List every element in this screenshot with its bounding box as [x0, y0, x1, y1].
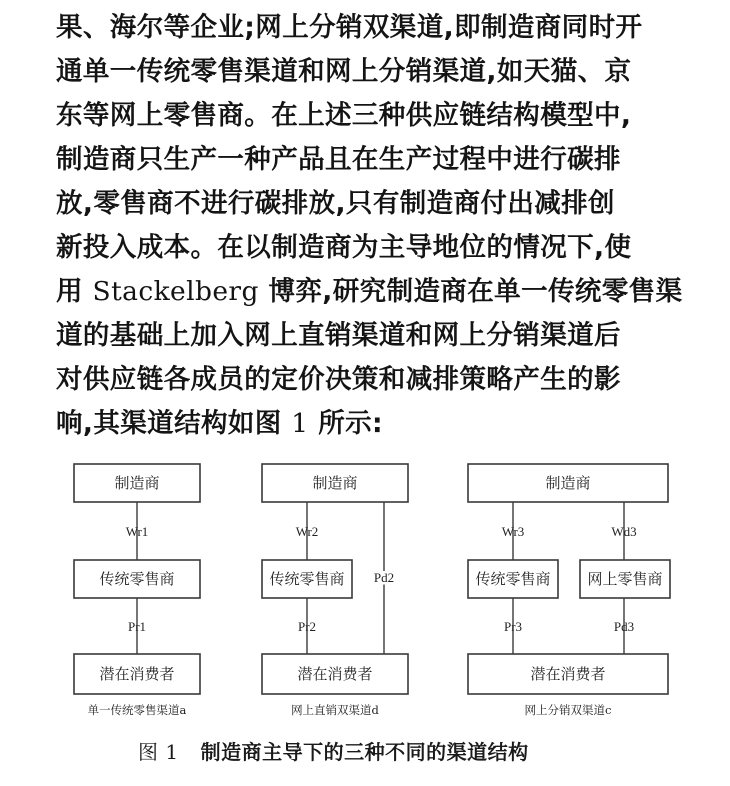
paragraph-line-6: 新投入成本。在以制造商为主导地位的情况下,使 — [56, 232, 632, 263]
paragraph-line-9: 对供应链各成员的定价决策和减排策略产生的影 — [56, 364, 621, 395]
panel-d-direct-label: Pd2 — [373, 570, 395, 585]
line-7-before: 用 — [56, 276, 93, 307]
panel-a-subcaption: 单一传统零售渠道a — [87, 703, 187, 717]
panel-online-direct-dual-channel — [262, 464, 408, 717]
panel-a-manufacturer-label: 制造商 — [114, 474, 160, 492]
panel-a-wholesale-label: Wr1 — [125, 524, 149, 539]
panel-online-distribution-dual-channel — [468, 464, 670, 717]
panel-c-price-online-label: Pd3 — [613, 619, 635, 634]
panel-a-price-label: Pr1 — [127, 619, 147, 634]
panel-c-subcaption: 网上分销双渠道c — [524, 703, 612, 717]
line-10-before: 响,其渠道结构如图 — [56, 408, 292, 439]
line-10-figure-number: 1 — [291, 408, 309, 439]
line-7-term: Stackelberg — [92, 276, 259, 307]
figure-caption — [138, 736, 529, 765]
channel-structure-figure — [0, 450, 730, 730]
paragraph-line-4: 制造商只生产一种产品且在生产过程中进行碳排 — [56, 144, 621, 175]
paragraph-line-3: 东等网上零售商。在上述三种供应链结构模型中, — [56, 100, 632, 131]
panel-c-wholesale-online-label: Wd3 — [611, 524, 637, 539]
paragraph-line-10 — [56, 402, 696, 446]
panel-c-online-retailer-label: 网上零售商 — [587, 570, 663, 588]
panel-a-retailer-label: 传统零售商 — [99, 570, 175, 588]
panel-d-price-label: Pr2 — [297, 619, 317, 634]
panel-c-wholesale-retail-label: Wr3 — [501, 524, 525, 539]
panel-c-price-retail-label: Pr3 — [503, 619, 523, 634]
panel-d-consumer-label: 潜在消费者 — [297, 665, 373, 683]
panel-d-retailer-label: 传统零售商 — [269, 570, 345, 588]
figure-caption-text: 制造商主导下的三种不同的渠道结构 — [200, 740, 529, 764]
panel-c-retailer-label: 传统零售商 — [475, 570, 551, 588]
panel-single-retail-channel — [74, 464, 200, 717]
paragraph-line-5: 放,零售商不进行碳排放,只有制造商付出减排创 — [56, 188, 615, 219]
panel-c-manufacturer-label: 制造商 — [545, 474, 591, 492]
panel-d-wholesale-label: Wr2 — [295, 524, 319, 539]
body-paragraph — [56, 6, 696, 446]
figure-caption-number: 图 1 — [138, 740, 179, 764]
paragraph-line-8: 道的基础上加入网上直销渠道和网上分销渠道后 — [56, 320, 621, 351]
paragraph-line-1: 果、海尔等企业;网上分销双渠道,即制造商同时开 — [56, 12, 643, 43]
line-7-after: 博弈,研究制造商在单一传统零售渠 — [258, 276, 683, 307]
panel-d-manufacturer-label: 制造商 — [312, 474, 358, 492]
paragraph-line-7 — [56, 270, 696, 314]
paragraph-line-2: 通单一传统零售渠道和网上分销渠道,如天猫、京 — [56, 56, 632, 87]
panel-a-consumer-label: 潜在消费者 — [99, 665, 175, 683]
line-10-after: 所示: — [308, 408, 383, 439]
panel-d-subcaption: 网上直销双渠道d — [291, 703, 379, 717]
panel-c-consumer-label: 潜在消费者 — [530, 665, 606, 683]
